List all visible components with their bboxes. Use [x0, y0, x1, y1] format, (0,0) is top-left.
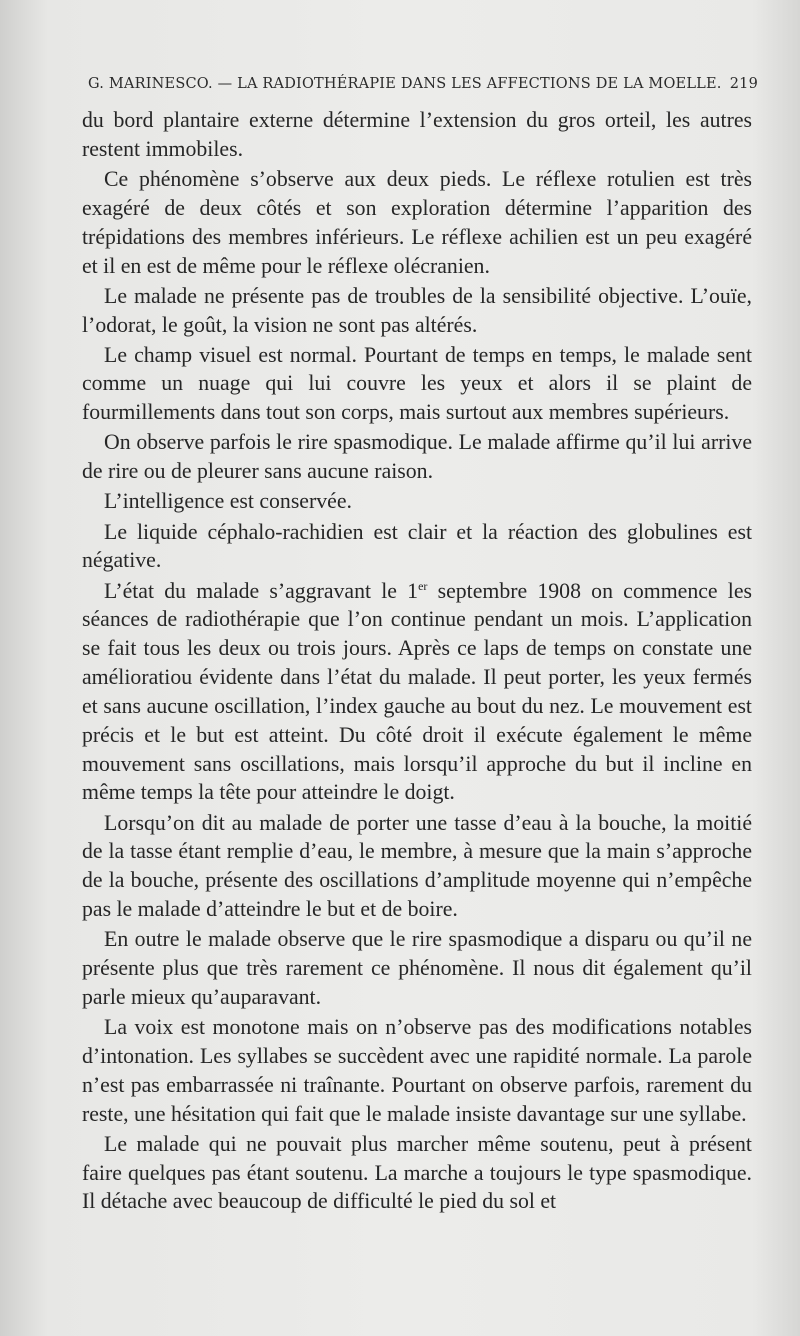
paragraph: On observe parfois le rire spasmodique. Le malade affirme qu’il lui arrive de rire ou de pleurer sans aucune raison.: [82, 430, 752, 484]
paragraph-dated: [82, 577, 752, 808]
body-text: [82, 106, 752, 1218]
paragraph: Le malade ne présente pas de troubles de la sensibilité objective. L’ouïe, l’odorat, le goût, la vision ne sont pas altérés.: [82, 283, 752, 337]
running-title: G. MARINESCO. — LA RADIOTHÉRAPIE DANS LES AFFECTIONS DE LA MOELLE.: [88, 76, 722, 92]
paragraph: L’intelligence est conservée.: [104, 489, 352, 514]
paragraph: Ce phénomène s’observe aux deux pieds. Le réflexe rotulien est très exagéré de deux côtés et son exploration détermine l’apparition des trépidations des membres inférieurs. Le réflexe achilien est un peu exagéré et il en est de même pour le réflexe olécranien.: [82, 166, 752, 278]
running-head: [88, 76, 758, 92]
ordinal-superscript: er: [418, 578, 428, 593]
page-number: 219: [729, 76, 758, 92]
paragraph-dated-start: L’état du malade s’aggravant le 1: [104, 578, 419, 603]
paragraph: Le malade qui ne pouvait plus marcher même soutenu, peut à présent faire quelques pas étant soutenu. La marche a toujours le type spasmodique. Il détache avec beaucoup de difficulté le pied du sol et: [82, 1131, 752, 1214]
paragraph: La voix est monotone mais on n’observe pas des modifications notables d’intonation. Les syllabes se succèdent avec une rapidité normale. La parole n’est pas embarrassée ni traînante. Pourtant on observe parfois, rarement du reste, une hésitation qui fait que le malade insiste davantage sur une syllabe.: [82, 1015, 752, 1126]
paragraph: En outre le malade observe que le rire spasmodique a disparu ou qu’il ne présente plus que très rarement ce phénomène. Il nous dit également qu’il parle mieux qu’auparavant.: [82, 927, 752, 1009]
paragraph: Lorsqu’on dit au malade de porter une tasse d’eau à la bouche, la moitié de la tasse étant remplie d’eau, le membre, à mesure que la main s’approche de la bouche, présente des oscillations d’amplitude moyenne qui n’empêche pas le malade d’atteindre le but et de boire.: [82, 810, 752, 922]
paragraph: Le champ visuel est normal. Pourtant de temps en temps, le malade sent comme un nuage qui lui couvre les yeux et alors il se plaint de fourmillements dans tout son corps, mais surtout aux membres supérieurs.: [82, 342, 752, 425]
paragraph-dated-rest: septembre 1908 on commence les séances de radiothérapie que l’on continue pendant un mois. L’application se fait tous les deux ou trois jours. Après ce laps de temps on constate une amélioratiou évidente dans l’état du malade. Il peut porter, les yeux fermés et sans aucune oscillation, l’index gauche au bout du nez. Le mouvement est précis et le but est atteint. Du côté droit il exécute également le même mouvement sans oscillations, mais lorsqu’il approche du but il incline en même temps la tête pour atteindre le doigt.: [82, 578, 752, 805]
paragraph-continued: du bord plantaire externe détermine l’extension du gros orteil, les autres restent immobiles.: [82, 108, 752, 161]
paragraph: Le liquide céphalo-rachidien est clair et la réaction des globulines est négative.: [82, 519, 752, 573]
